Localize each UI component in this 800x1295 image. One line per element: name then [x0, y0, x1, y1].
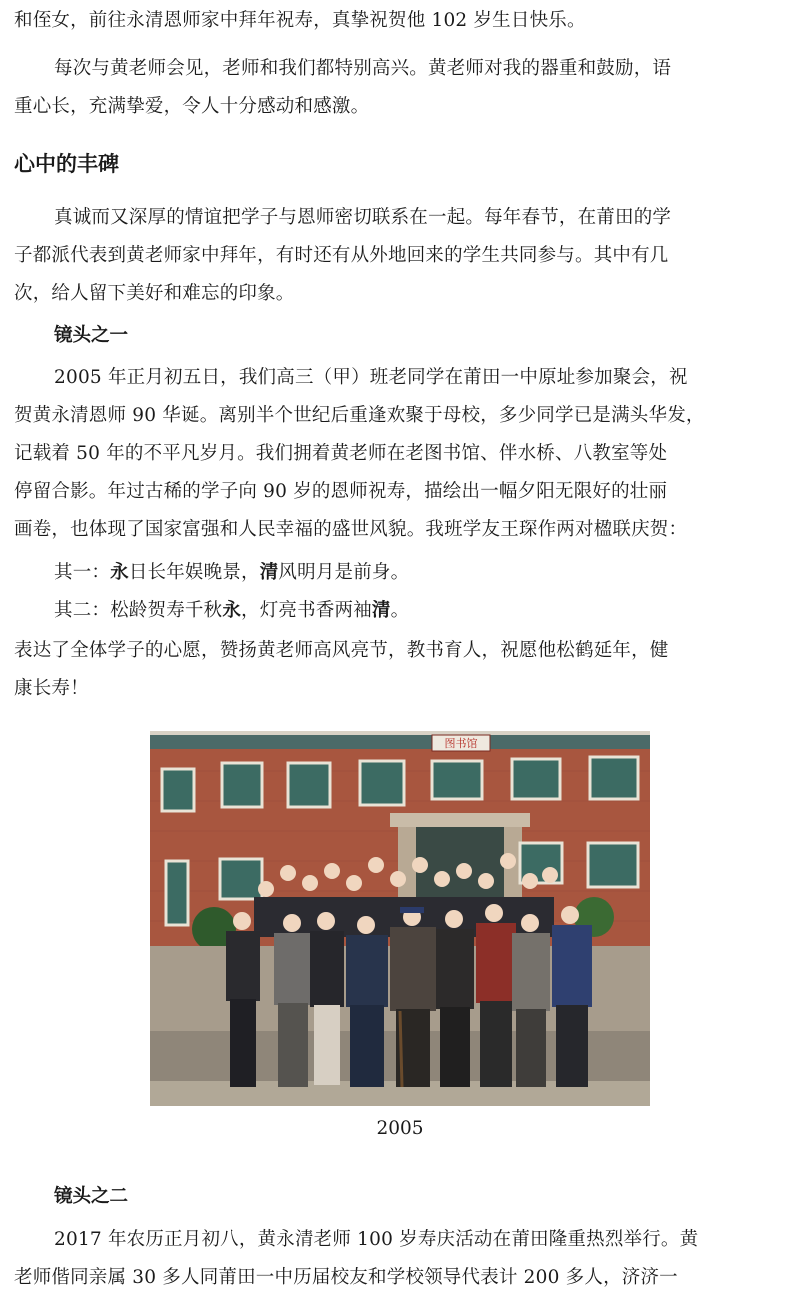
- couplet-two: [54, 598, 790, 624]
- paragraph-line: 和侄女，前往永清恩师家中拜年祝寿，真挚祝贺他 102 岁生日快乐。: [14, 10, 586, 31]
- couplet-two-prefix: 其二：松龄贺寿千秋: [54, 600, 223, 621]
- paragraph-line: 贺黄永清恩师 90 华诞。离别半个世纪后重逢欢聚于母校，多少同学已是满头华发，: [14, 405, 705, 426]
- paragraph-line: 每次与黄老师会见，老师和我们都特别高兴。黄老师对我的器重和鼓励，语: [54, 58, 672, 79]
- scene-two-title: 镜头之二: [54, 1186, 129, 1207]
- group-photo-illustration: [150, 731, 650, 1106]
- paragraph-line: 重心长，充满挚爱，令人十分感动和感激。: [14, 96, 370, 117]
- paragraph-line: 次，给人留下美好和难忘的印象。: [14, 283, 295, 304]
- couplet-one: [54, 560, 790, 586]
- couplet-two-emph-qing: 清: [371, 600, 391, 621]
- paragraph-line: 停留合影。年过古稀的学子向 90 岁的恩师祝寿，描绘出一幅夕阳无限好的壮丽: [14, 481, 668, 502]
- paragraph-line: 老师偕同亲属 30 多人同莆田一中历届校友和学校领导代表计 200 多人，济济一: [14, 1267, 678, 1288]
- building-sign: 图书馆: [444, 737, 478, 750]
- couplet-two-end: 。: [390, 600, 410, 621]
- paragraph-line: 2005 年正月初五日，我们高三（甲）班老同学在莆田一中原址参加聚会，祝: [54, 367, 688, 388]
- couplet-one-emph-qing: 清: [259, 562, 279, 583]
- couplet-two-mid: ，灯亮书香两袖: [241, 600, 372, 621]
- paragraph-line: 2017 年农历正月初八，黄永清老师 100 岁寿庆活动在莆田隆重热烈举行。黄: [54, 1229, 699, 1250]
- scene-one-title: 镜头之一: [54, 325, 129, 346]
- section-title: 心中的丰碑: [14, 152, 119, 176]
- couplet-one-prefix: 其一：: [54, 562, 111, 583]
- couplet-one-mid: 日长年娱晚景，: [128, 562, 260, 583]
- paragraph-line: 康长寿！: [14, 678, 89, 699]
- couplet-one-emph-yong: 永: [110, 562, 129, 583]
- paragraph-line: 记载着 50 年的不平凡岁月。我们拥着黄老师在老图书馆、伴水桥、八教室等处: [14, 443, 668, 464]
- photo-caption: 2005: [376, 1118, 424, 1139]
- group-photo: [150, 731, 650, 1106]
- paragraph-line: 画卷，也体现了国家富强和人民幸福的盛世风貌。我班学友王琛作两对楹联庆贺：: [14, 519, 688, 540]
- paragraph-line: 真诚而又深厚的情谊把学子与恩师密切联系在一起。每年春节，在莆田的学: [54, 207, 672, 228]
- paragraph-line: 子都派代表到黄老师家中拜年，有时还有从外地回来的学生共同参与。其中有几: [14, 245, 669, 266]
- couplet-two-emph-yong: 永: [222, 600, 242, 621]
- paragraph-line: 表达了全体学子的心愿，赞扬黄老师高风亮节，教书育人，祝愿他松鹤延年，健: [14, 640, 669, 661]
- couplet-one-end: 风明月是前身。: [278, 562, 410, 583]
